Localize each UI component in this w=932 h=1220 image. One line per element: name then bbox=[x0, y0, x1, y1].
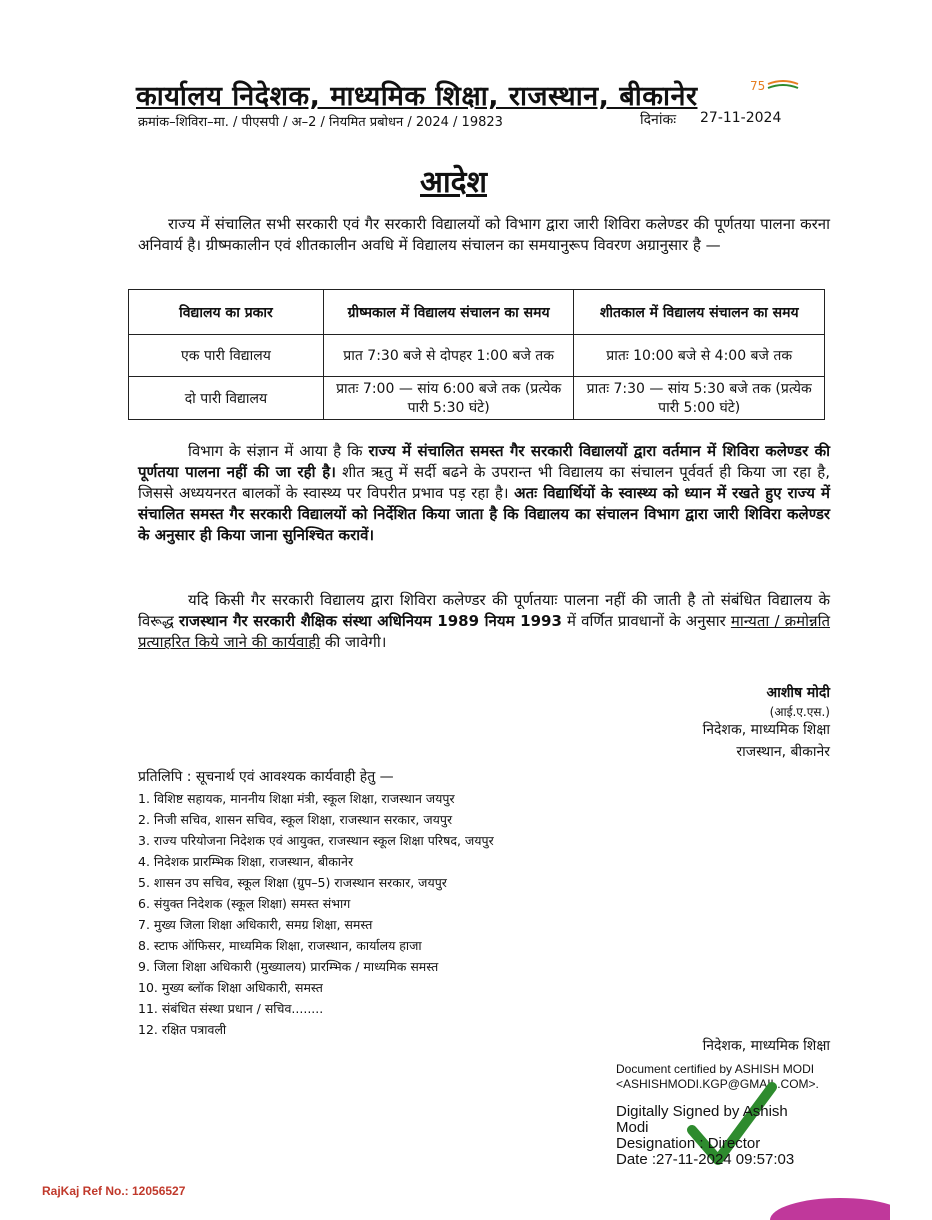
notice-paragraph bbox=[138, 441, 830, 546]
list-item: 10. मुख्य ब्लॉक शिक्षा अधिकारी, समस्त bbox=[138, 980, 323, 995]
signatory-post: निदेशक, माध्यमिक शिक्षा bbox=[702, 722, 830, 738]
signed-by-name: Modi bbox=[616, 1119, 649, 1136]
para-text: यदि किसी गैर सरकारी विद्यालय द्वारा शिविरा कलेण्डर की पूर्णतयाः पालना नहीं की जाती है तो संबंधित विद्यालय के विरूद्ध bbox=[138, 591, 830, 630]
date-label: दिनांकः bbox=[640, 112, 677, 128]
table-row bbox=[129, 335, 825, 377]
rajkaj-ref: RajKaj Ref No.: 12056527 bbox=[42, 1184, 186, 1198]
table-cell: प्रातः 7:00 — सांय 6:00 बजे तक (प्रत्येक पारी 5:30 घंटे) bbox=[323, 377, 574, 420]
signatory-place: राजस्थान, बीकानेर bbox=[736, 744, 830, 760]
header-winter-time: शीतकाल में विद्यालय संचालन का समय bbox=[574, 290, 825, 335]
azadi-mahotsav-logo bbox=[748, 78, 818, 106]
reference-number: क्रमांक–शिविरा–मा. / पीएसपी / अ–2 / नियमित प्रबोधन / 2024 / 19823 bbox=[138, 115, 503, 130]
footer-director: निदेशक, माध्यमिक शिक्षा bbox=[702, 1038, 830, 1054]
copy-list bbox=[138, 788, 494, 1040]
svg-text:75: 75 bbox=[750, 79, 766, 93]
date-value: 27-11-2024 bbox=[700, 110, 782, 126]
corner-decoration bbox=[770, 1180, 890, 1220]
signatory-service: (आई.ए.एस.) bbox=[769, 705, 830, 719]
timing-table bbox=[128, 289, 825, 420]
list-item: 9. जिला शिक्षा अधिकारी (मुख्यालय) प्रारम्भिक / माध्यमिक समस्त bbox=[138, 959, 439, 974]
table-cell: दो पारी विद्यालय bbox=[129, 377, 324, 420]
list-item: 2. निजी सचिव, शासन सचिव, स्कूल शिक्षा, राजस्थान सरकार, जयपुर bbox=[138, 812, 453, 827]
para-text: में वर्णित प्रावधानों के अनुसार bbox=[561, 612, 731, 630]
designation: Designation : Director bbox=[616, 1135, 761, 1152]
para-bold-text: राज्य में संचालित समस्त गैर सरकारी विद्यालयों द्वारा वर्तमान में शिविरा कलेण्डर की पूर्णतया पालना नहीं की जा रही है। bbox=[138, 442, 831, 481]
para-text: की जावेगी। bbox=[320, 633, 387, 651]
table-cell: प्रातः 7:30 — सांय 5:30 बजे तक (प्रत्येक पारी 5:00 घंटे) bbox=[574, 377, 825, 420]
act-name: राजस्थान गैर सरकारी शैक्षिक संस्था अधिनियम 1989 नियम 1993 bbox=[179, 612, 562, 630]
penalty-paragraph bbox=[138, 590, 830, 653]
list-item: 12. रक्षित पत्रावली bbox=[138, 1022, 227, 1037]
table-cell: प्रातः 10:00 बजे से 4:00 बजे तक bbox=[574, 335, 825, 377]
signatory-name: आशीष मोदी bbox=[766, 685, 830, 701]
para-text: शीत ऋतु में सर्दी बढने के उपरान्त भी विद्यालय का संचालन पूर्ववर्त ही किया जा रहा है, जिससे अध्ययनरत बालकों के स्वास्थ्य पर विपरीत प्रभाव पड़ रहा है। bbox=[138, 463, 830, 502]
list-item: 8. स्टाफ ऑफिसर, माध्यमिक शिक्षा, राजस्थान, कार्यालय हाजा bbox=[138, 938, 422, 953]
table-header-row bbox=[129, 290, 825, 335]
list-item: 7. मुख्य जिला शिक्षा अधिकारी, समग्र शिक्षा, समस्त bbox=[138, 917, 373, 932]
table-cell: एक पारी विद्यालय bbox=[129, 335, 324, 377]
header-summer-time: ग्रीष्मकाल में विद्यालय संचालन का समय bbox=[323, 290, 574, 335]
intro-paragraph: राज्य में संचालित सभी सरकारी एवं गैर सरकारी विद्यालयों को विभाग द्वारा जारी शिविरा कलेण्डर की पूर्णतया पालना करना अनिवार्य है। ग्रीष्मकालीन एवं शीतकालीन अवधि में विद्यालय संचालन का समयानुरूप विवरण अग्रानुसार है — bbox=[138, 215, 830, 254]
para-bold-directive: अतः विद्यार्थियों के स्वास्थ्य को ध्यान में रखते हुए राज्य में संचालित समस्त गैर सरकारी विद्यालयों को निर्देशित किया जाता है कि विद्यालय का संचालन विभाग द्वारा जारी शिविरा कलेण्डर के अनुसार ही किया जाना सुनिश्चित करावें। bbox=[138, 484, 830, 544]
table-row bbox=[129, 377, 825, 420]
digital-signature-block bbox=[616, 1104, 794, 1168]
signed-date: Date :27-11-2024 09:57:03 bbox=[616, 1151, 795, 1168]
list-item: 4. निदेशक प्रारम्भिक शिक्षा, राजस्थान, बीकानेर bbox=[138, 854, 354, 869]
list-item: 6. संयुक्त निदेशक (स्कूल शिक्षा) समस्त संभाग bbox=[138, 896, 351, 911]
list-item: 3. राज्य परियोजना निदेशक एवं आयुक्त, राजस्थान स्कूल शिक्षा परिषद, जयपुर bbox=[138, 833, 494, 848]
header-school-type: विद्यालय का प्रकार bbox=[129, 290, 324, 335]
list-item: 11. संबंधित संस्था प्रधान / सचिव........ bbox=[138, 1001, 324, 1016]
para-text: विभाग के संज्ञान में आया है कि bbox=[188, 442, 369, 460]
list-item: 5. शासन उप सचिव, स्कूल शिक्षा (ग्रुप–5) राजस्थान सरकार, जयपुर bbox=[138, 875, 447, 890]
table-cell: प्रात 7:30 बजे से दोपहर 1:00 बजे तक bbox=[323, 335, 574, 377]
cert-email: <ASHISHMODI.KGP@GMAIL.COM>. bbox=[616, 1077, 819, 1091]
copy-heading: प्रतिलिपि : सूचनार्थ एवं आवश्यक कार्यवाही हेतु — bbox=[138, 769, 394, 785]
underlined-action: मान्यता / क्रमोन्नति प्रत्याहरित किये जाने की कार्यवाही bbox=[138, 612, 831, 651]
order-title: आदेश bbox=[420, 165, 487, 200]
cert-line: Document certified by ASHISH MODI bbox=[616, 1062, 815, 1076]
signed-by: Digitally Signed by Ashish bbox=[616, 1103, 788, 1120]
list-item: 1. विशिष्ट सहायक, माननीय शिक्षा मंत्री, स्कूल शिक्षा, राजस्थान जयपुर bbox=[138, 791, 455, 806]
office-title: कार्यालय निदेशक, माध्यमिक शिक्षा, राजस्थान, बीकानेर bbox=[136, 81, 698, 112]
